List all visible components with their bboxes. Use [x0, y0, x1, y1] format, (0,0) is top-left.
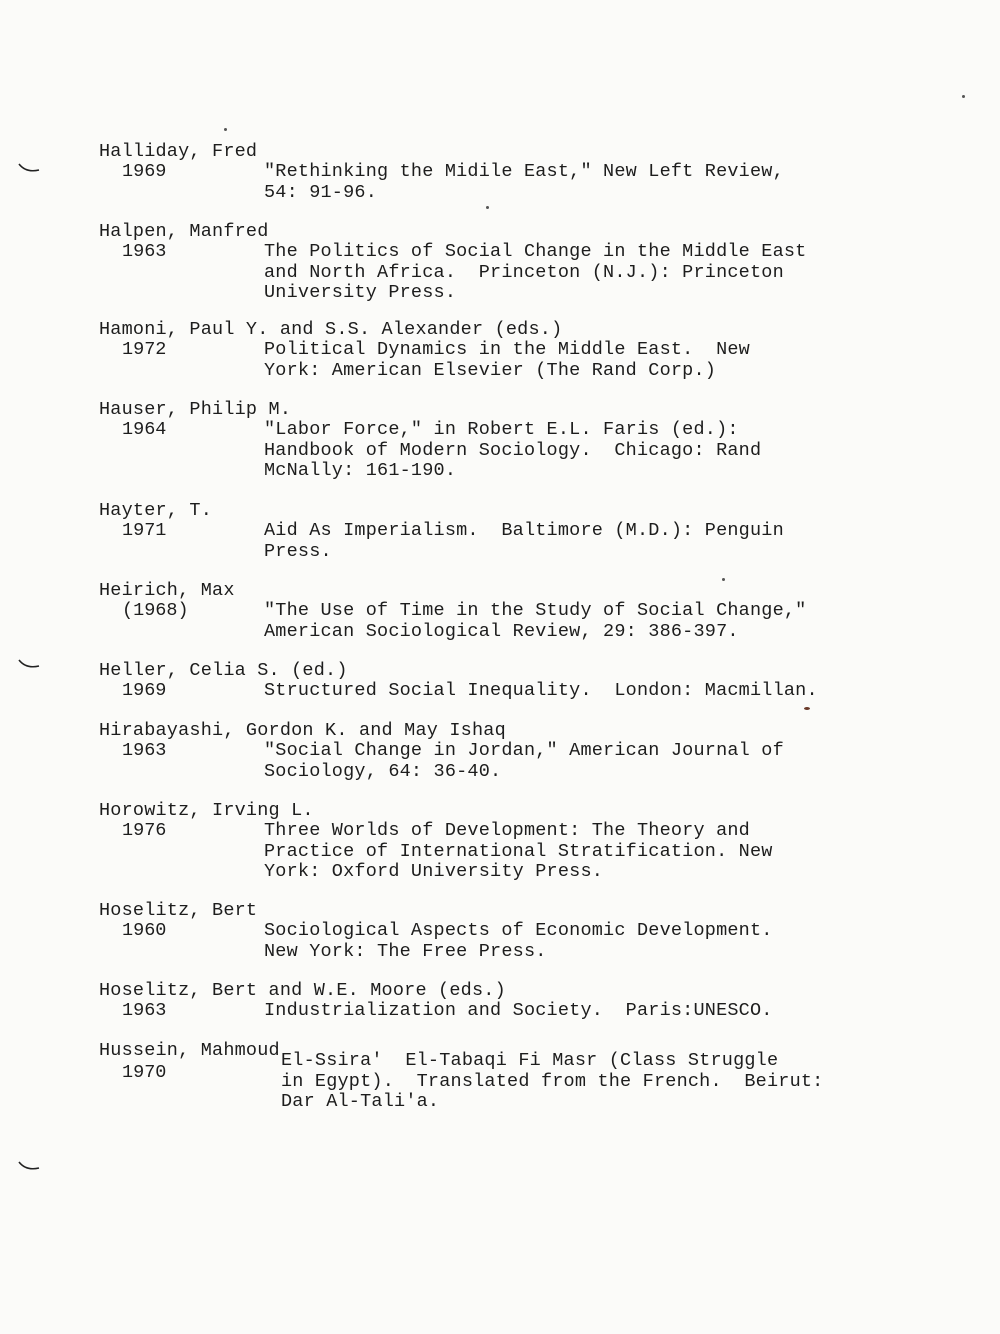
entry-year: 1969 [122, 161, 167, 182]
paper-speck [224, 128, 227, 131]
entry-year: 1976 [122, 820, 167, 841]
citation-line: Handbook of Modern Sociology. Chicago: Rand [264, 439, 762, 461]
entry-citation [264, 681, 854, 702]
citation-line: Sociological Aspects of Economic Development. [264, 920, 773, 941]
entry-year: 1963 [122, 1000, 167, 1021]
entry-year: 1963 [122, 740, 167, 761]
citation-line: New York: The Free Press. [264, 940, 547, 962]
entry-author: Heirich, Max [99, 580, 235, 601]
binder-hole-mark-icon [18, 1160, 40, 1172]
citation-line: "Social Change in Jordan," American Journal of [264, 740, 784, 761]
citation-line: "The Use of Time in the Study of Social Change," [264, 600, 807, 621]
entry-author: Hirabayashi, Gordon K. and May Ishaq [99, 720, 506, 741]
citation-line: Practice of International Stratification. New [264, 840, 773, 862]
bibliography-entry [99, 720, 859, 782]
bibliography-entry [99, 580, 859, 642]
citation-line: Dar Al-Tali'a. [281, 1091, 440, 1112]
citation-line: El-Ssira' El-Tabaqi Fi Masr (Class Struggle [281, 1050, 779, 1071]
entry-year: 1963 [122, 241, 167, 262]
entry-citation [264, 162, 854, 203]
citation-line: Aid As Imperialism. Baltimore (M.D.): Penguin [264, 520, 784, 541]
citation-line: Sociology, 64: 36-40. [264, 760, 502, 782]
entry-author: Hauser, Philip M. [99, 399, 292, 420]
citation-line: "Rethinking the Midile East," New Left Review, [264, 161, 784, 182]
bibliography-entry [99, 319, 859, 381]
citation-line: American Sociological Review, 29: 386-397. [264, 620, 739, 642]
citation-line: Press. [264, 540, 332, 562]
entry-author: Hussein, Mahmoud [99, 1040, 280, 1061]
entry-author: Horowitz, Irving L. [99, 800, 314, 821]
entry-author: Heller, Celia S. (ed.) [99, 660, 348, 681]
entry-year: 1960 [122, 920, 167, 941]
bibliography-entry [99, 900, 859, 962]
entry-year: 1964 [122, 419, 167, 440]
citation-line: University Press. [264, 282, 457, 303]
bibliography-entry [99, 660, 859, 701]
entry-author: Hoselitz, Bert [99, 900, 258, 921]
entry-year: (1968) [122, 600, 189, 621]
bibliography-entry [99, 399, 859, 481]
bibliography-entry [99, 1040, 859, 1112]
entry-author: Hamoni, Paul Y. and S.S. Alexander (eds.) [99, 319, 563, 340]
bibliography-entry [99, 800, 859, 882]
entry-author: Hoselitz, Bert and W.E. Moore (eds.) [99, 980, 506, 1001]
entry-author: Hayter, T. [99, 500, 213, 521]
entry-year: 1972 [122, 339, 167, 360]
paper-speck [804, 707, 810, 710]
citation-line: York: Oxford University Press. [264, 861, 604, 882]
citation-line: in Egypt). Translated from the French. Beirut: [281, 1070, 824, 1092]
bibliography-entry [99, 221, 859, 303]
entry-year: 1970 [122, 1062, 167, 1083]
citation-line: McNally: 161-190. [264, 460, 457, 481]
paper-speck [962, 95, 965, 98]
citation-line: Political Dynamics in the Middle East. New [264, 339, 750, 360]
entry-citation [264, 741, 854, 782]
citation-line: York: American Elsevier (The Rand Corp.) [264, 359, 717, 381]
entry-author: Halpen, Manfred [99, 221, 269, 242]
bibliography-entry [99, 500, 859, 562]
entry-citation [264, 921, 854, 962]
binder-hole-mark-icon [18, 658, 40, 670]
entry-citation [264, 1001, 854, 1022]
entry-citation [264, 242, 854, 304]
entry-citation [281, 1051, 871, 1113]
entry-citation [264, 821, 854, 883]
citation-line: "Labor Force," in Robert E.L. Faris (ed.): [264, 419, 739, 440]
entry-year: 1971 [122, 520, 167, 541]
citation-line: Structured Social Inequality. London: Macmillan. [264, 680, 818, 701]
citation-line: and North Africa. Princeton (N.J.): Princeton [264, 261, 784, 283]
citation-line: The Politics of Social Change in the Middle East [264, 241, 807, 262]
citation-line: 54: 91-96. [264, 181, 378, 203]
entry-citation [264, 340, 854, 381]
citation-line: Three Worlds of Development: The Theory and [264, 820, 750, 841]
bibliography-entry [99, 141, 859, 203]
entry-citation [264, 601, 854, 642]
entry-year: 1969 [122, 680, 167, 701]
binder-hole-mark-icon [18, 162, 40, 174]
entry-citation [264, 521, 854, 562]
entry-citation [264, 420, 854, 482]
entry-author: Halliday, Fred [99, 141, 258, 162]
bibliography-entry [99, 980, 859, 1021]
paper-speck [486, 206, 489, 209]
citation-line: Industrialization and Society. Paris:UNESCO. [264, 1000, 773, 1021]
